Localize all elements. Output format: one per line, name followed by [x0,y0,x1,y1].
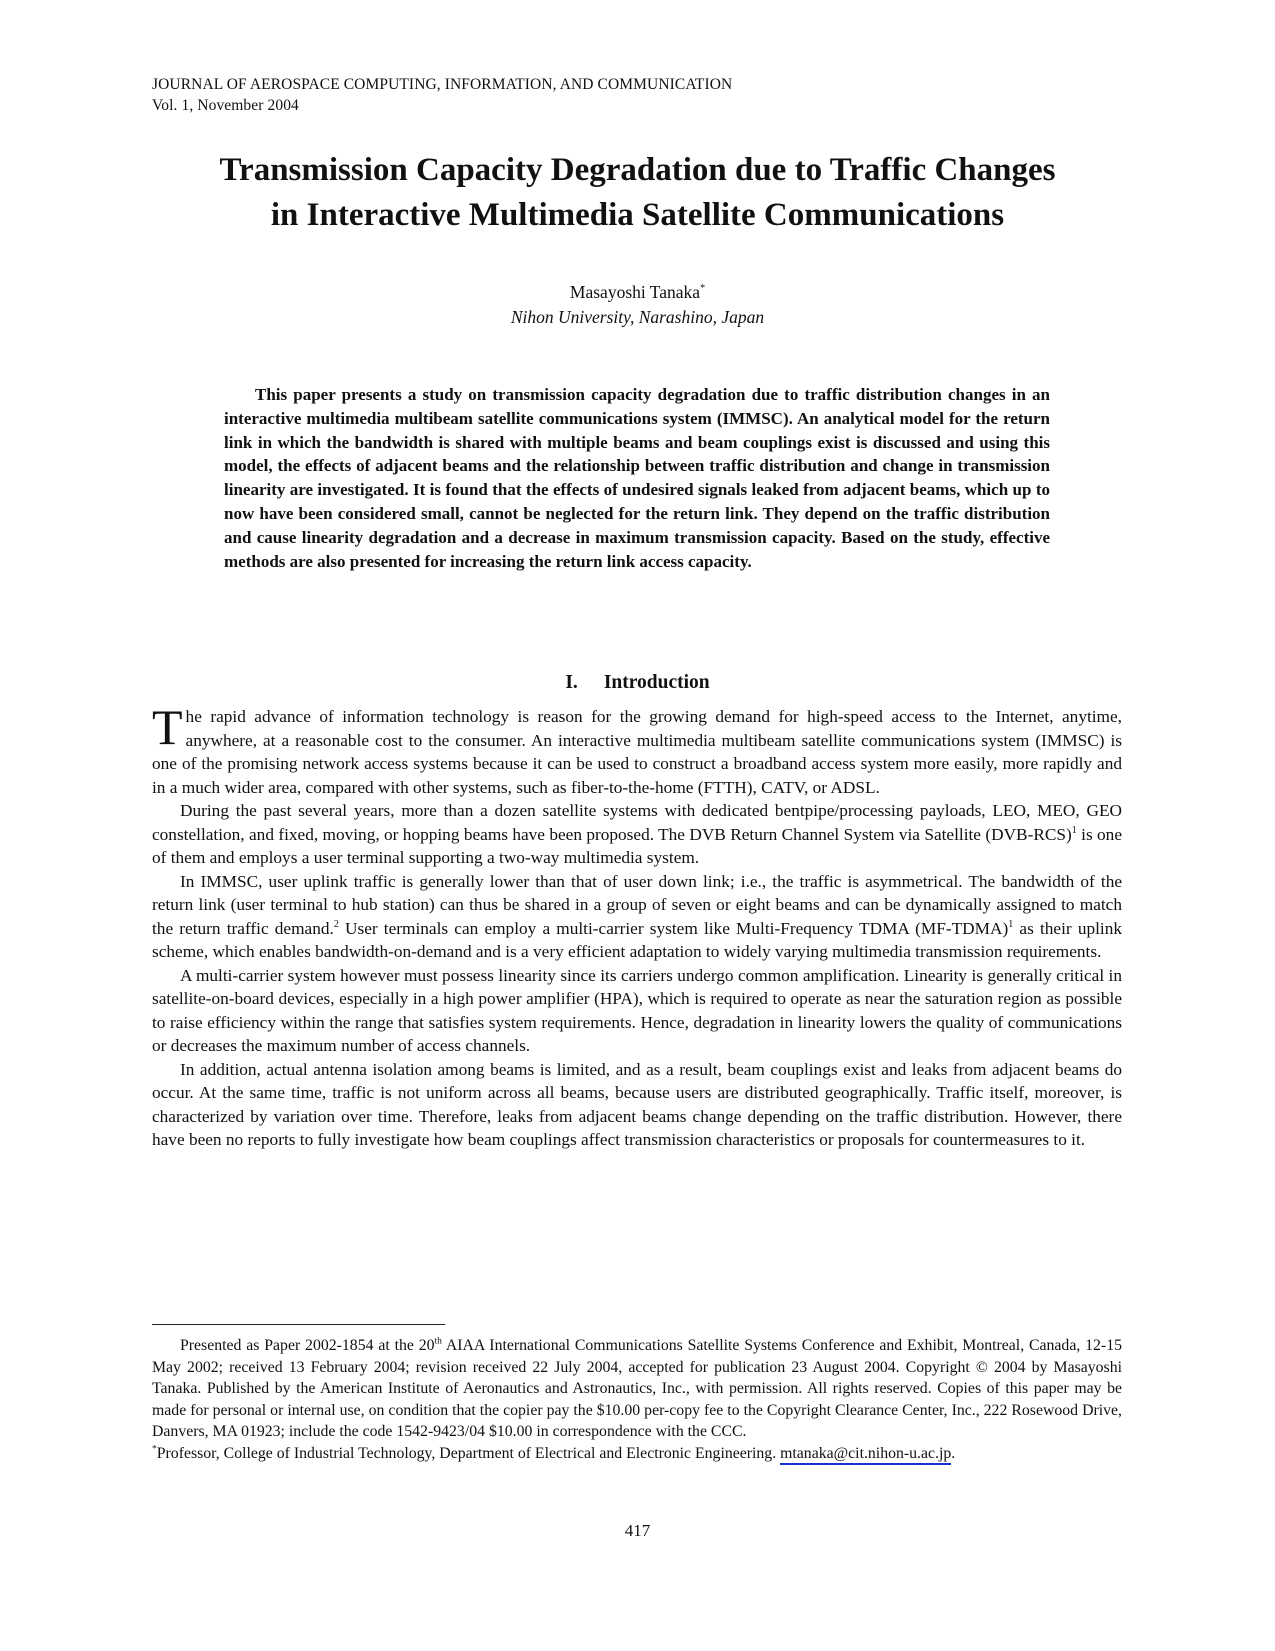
footnote-1-text-b: AIAA International Communications Satellite Systems Conference and Exhibit, Montreal, Canada, 12-15 May 2002; received 13 February 2004; revision received 22 July 2004, accepted for publication 23 August 2004. Copyright © 2004 by Masayoshi Tanaka. Published by the American Institute of Aeronautics and Astronautics, Inc., with permission. All rights reserved. Copies of this paper may be made for personal or internal use, on condition that the copier pay the $10.00 per-copy fee to the Copyright Clearance Center, Inc., 222 Rosewood Drive, Danvers, MA 01923; include the code 1542-9423/04 $10.00 in correspondence with the CCC. [152,1337,1122,1440]
citation-ref: 2 [333,918,339,930]
footnote-divider [152,1324,445,1325]
journal-name: JOURNAL OF AEROSPACE COMPUTING, INFORMATION, AND COMMUNICATION [152,76,733,93]
introduction-body [152,699,1122,1152]
paper-title [100,148,1175,238]
paragraph-4: A multi-carrier system however must possess linearity since its carriers undergo common amplification. Linearity is generally critical in satellite-on-board devices, especially in a high power amplifier (HPA), which is required to operate as near the saturation region as possible to raise efficiency within the range that satisfies system requirements. Hence, degradation in linearity lowers the quality of communications or decreases the maximum number of access channels. [152,965,1122,1055]
section-title: Introduction [603,672,710,693]
journal-volume: Vol. 1, November 2004 [152,97,299,114]
title-line-1: Transmission Capacity Degradation due to Traffic Changes [219,152,1056,188]
paragraph-2-text-a: During the past several years, more than a dozen satellite systems with dedicated bentpipe/processing payloads, LEO, MEO, GEO constellation, and fixed, moving, or hopping beams have been proposed. The DVB Return Channel System via Satellite (DVB-RCS) [152,801,1122,844]
paragraph-2-text-b: is one of them and employs a user terminal supporting a two-way multimedia system. [152,824,1122,867]
author-name: Masayoshi Tanaka [569,282,701,302]
paragraph-1 [152,699,1122,799]
paragraph-3-text-b: User terminals can employ a multi-carrier system like Multi-Frequency TDMA (MF-TDMA) [338,918,1009,938]
author-footnote-mark: * [700,283,706,295]
footnotes [152,1335,1122,1464]
author-block [300,280,975,330]
paragraph-3 [152,870,1122,964]
paragraph-1-text: he rapid advance of information technology is reason for the growing demand for high-speed access to the Internet, anytime, anywhere, at a reasonable cost to the consumer. An interactive multimedia multibeam satellite communications system (IMMSC) is one of the promising network access systems because it can be used to construct a broadband access system more easily, more rapidly and in a much wider area, compared with other systems, such as fiber-to-the-home (FTTH), CATV, or ADSL. [152,707,1122,797]
citation-ref: 1 [1008,918,1014,930]
page-number: 417 [624,1521,651,1540]
title-line-2: in Interactive Multimedia Satellite Communications [270,197,1005,233]
drop-cap: T [152,699,183,755]
footnote-1-text-a: Presented as Paper 2002-1854 at the 20 [180,1337,435,1354]
section-heading [300,670,975,696]
footnote-author [152,1443,1122,1465]
footnote-2-text: Professor, College of Industrial Technology, Department of Electrical and Electronic Engineering. [156,1444,781,1462]
section-number: I. [565,672,578,693]
running-head [152,74,1132,116]
author-line [300,280,975,305]
footnote-mark: * [152,1444,157,1455]
paragraph-3-text-c: as their uplink scheme, which enables bandwidth-on-demand and is a very efficient adaptation to widely varying multimedia transmission requirements. [152,918,1122,961]
footnote-publication [152,1335,1122,1443]
footnote-2-end: . [951,1444,956,1462]
author-affiliation: Nihon University, Narashino, Japan [510,307,765,327]
abstract: This paper presents a study on transmission capacity degradation due to traffic distribution changes in an interactive multimedia multibeam satellite communications system (IMMSC). An analytical model for the return link in which the bandwidth is shared with multiple beams and beam couplings exist is discussed and using this model, the effects of adjacent beams and the relationship between traffic distribution and change in transmission linearity are investigated. It is found that the effects of undesired signals leaked from adjacent beams, which up to now have been considered small, cannot be neglected for the return link. They depend on the traffic distribution and cause linearity degradation and a decrease in maximum transmission capacity. Based on the study, effective methods are also presented for increasing the return link access capacity. [224,385,1050,571]
paragraph-2 [152,799,1122,870]
footnote-ordinal: th [434,1336,442,1347]
author-email-link[interactable]: mtanaka@cit.nihon-u.ac.jp [780,1445,951,1465]
paragraph-3-text-a: In IMMSC, user uplink traffic is generally lower than that of user down link; i.e., the traffic is asymmetrical. The bandwidth of the return link (user terminal to hub station) can thus be shared in a group of seven or eight beams and can be dynamically assigned to match the return traffic demand. [152,871,1122,938]
paragraph-5: In addition, actual antenna isolation among beams is limited, and as a result, beam couplings exist and leaks from adjacent beams do occur. At the same time, traffic is not uniform across all beams, because users are distributed geographically. Traffic itself, moreover, is characterized by variation over time. Therefore, leaks from adjacent beams change depending on the traffic distribution. However, there have been no reports to fully investigate how beam couplings affect transmission characteristics or proposals for countermeasures to it. [152,1059,1122,1149]
citation-ref: 1 [1071,824,1077,836]
